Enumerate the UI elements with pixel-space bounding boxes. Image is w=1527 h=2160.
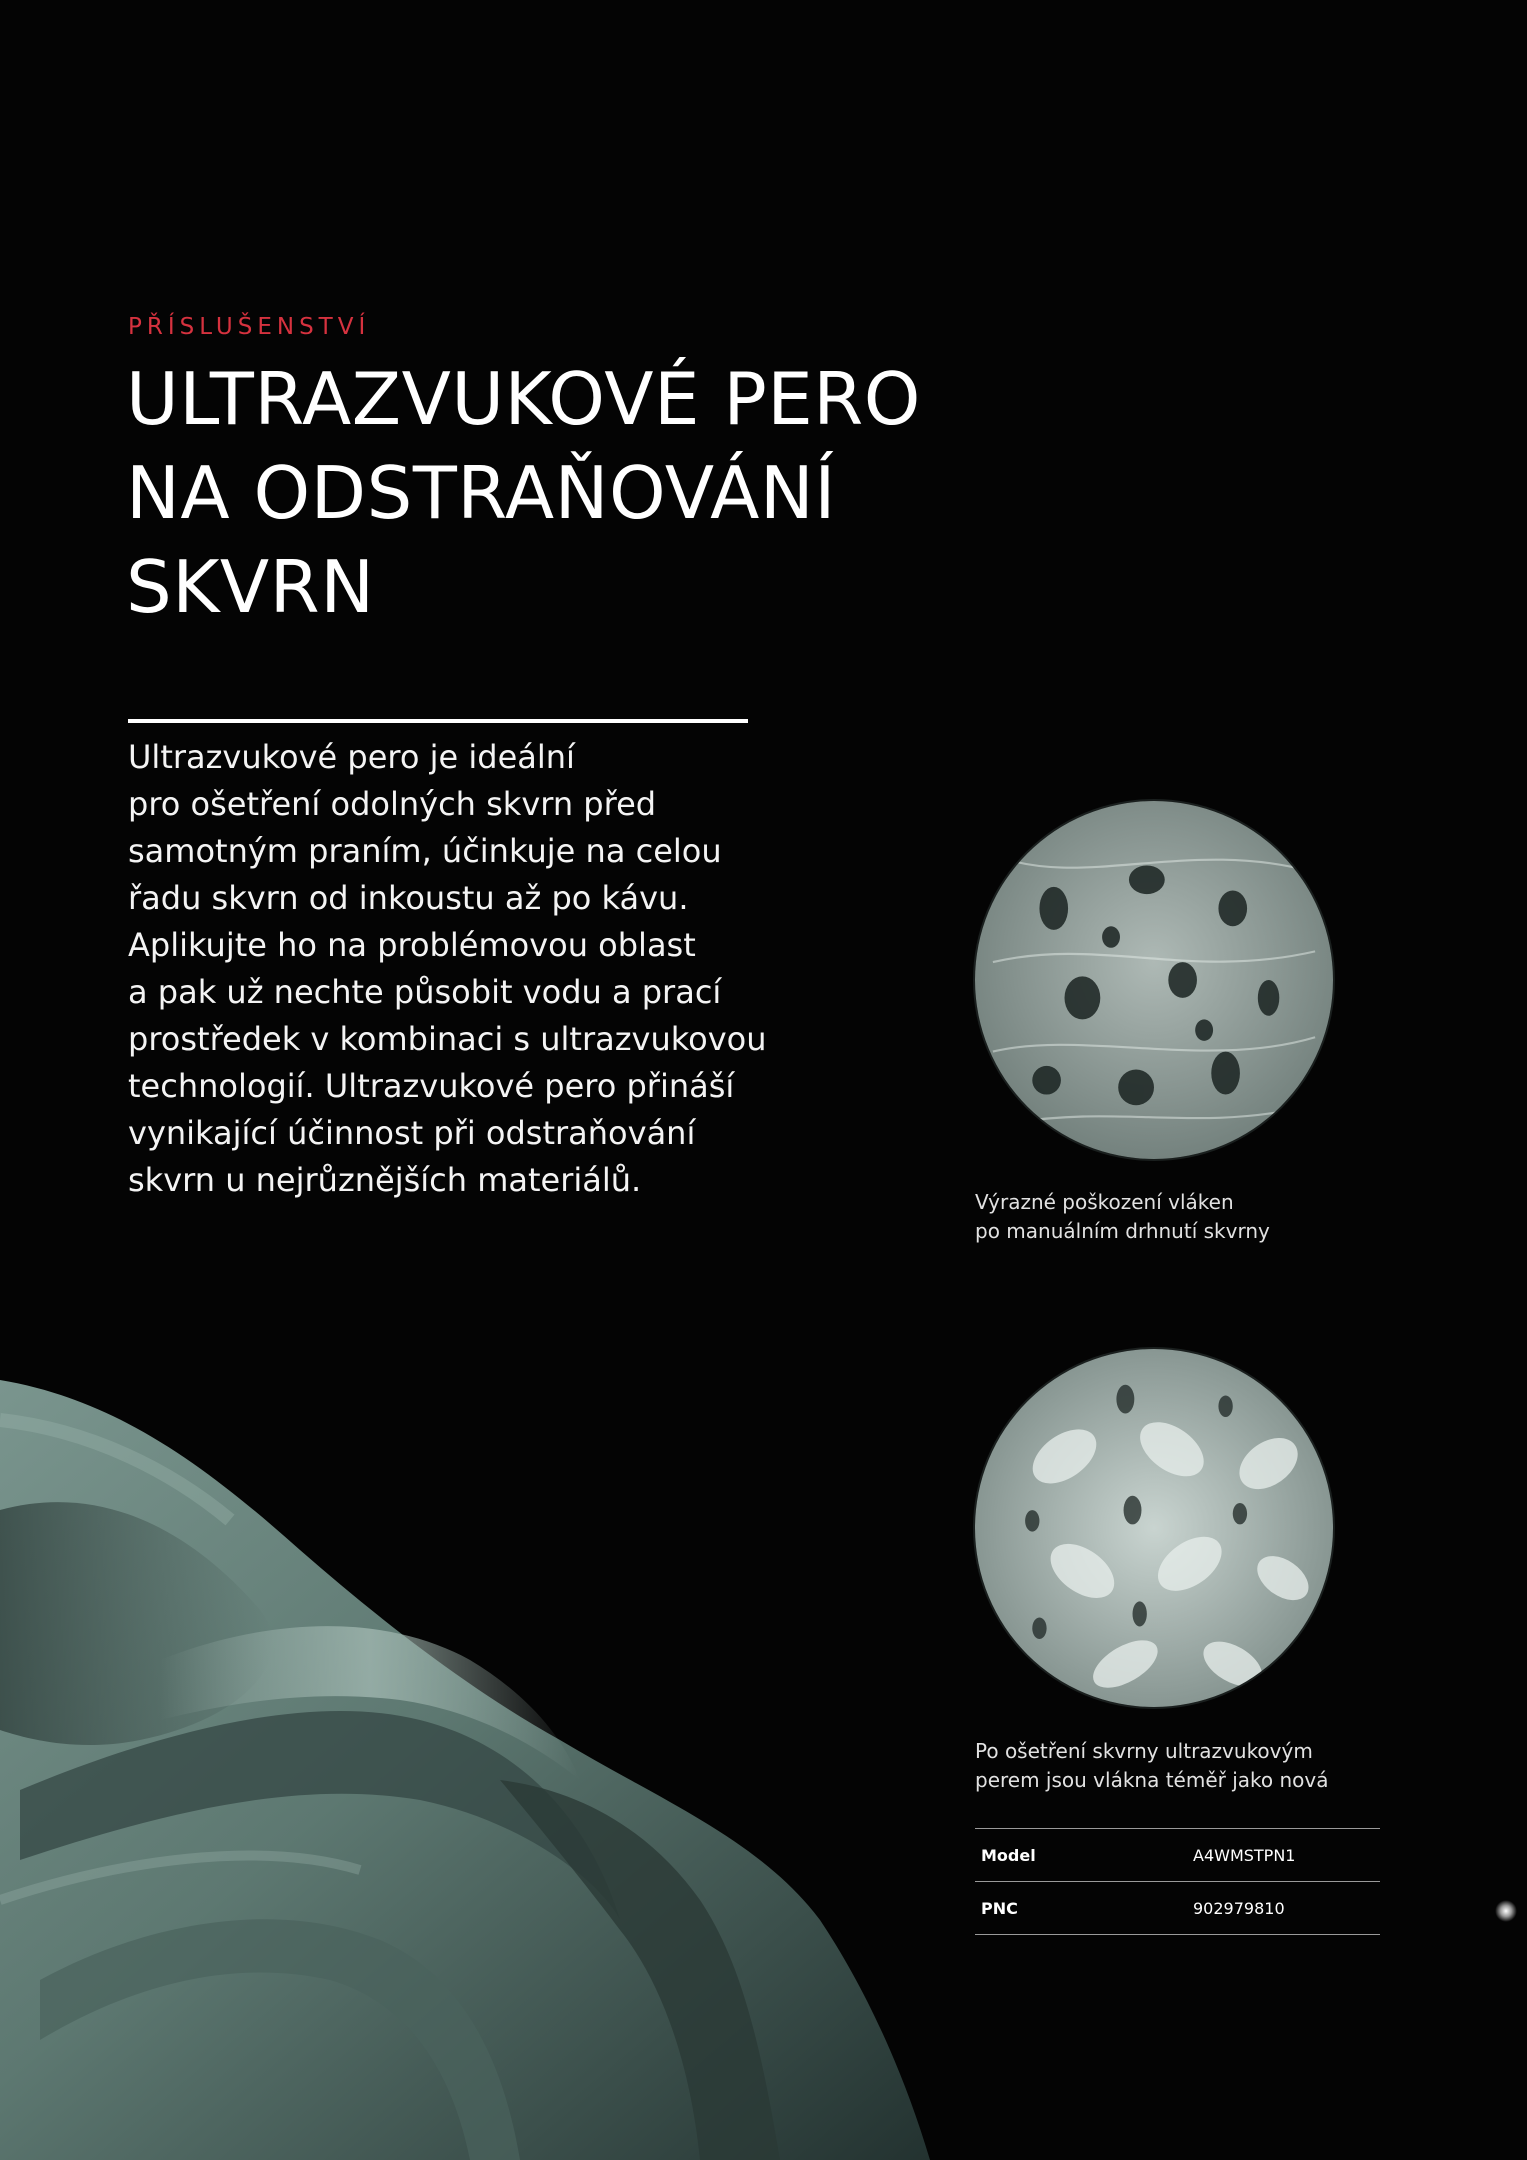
description-line: vynikající účinnost při odstraňování bbox=[128, 1114, 696, 1152]
divider bbox=[128, 719, 748, 723]
title-line: SKVRN bbox=[126, 545, 375, 629]
spec-label: PNC bbox=[975, 1882, 1187, 1935]
spec-table bbox=[975, 1828, 1380, 1935]
category-label: PŘÍSLUŠENSTVÍ bbox=[128, 314, 371, 340]
fabric-photo bbox=[0, 1360, 960, 2160]
photo-caption bbox=[975, 1737, 1395, 1795]
caption-line: Po ošetření skvrny ultrazvukovým bbox=[975, 1739, 1313, 1763]
page-title bbox=[126, 352, 1026, 634]
description-line: a pak už nechte působit vodu a prací bbox=[128, 973, 722, 1011]
description bbox=[128, 734, 808, 1204]
title-line: NA ODSTRAŇOVÁNÍ bbox=[126, 451, 836, 535]
treated-fibers-photo bbox=[975, 1349, 1333, 1707]
damaged-fibers-photo bbox=[975, 801, 1333, 1159]
description-line: prostředek v kombinaci s ultrazvukovou bbox=[128, 1020, 767, 1058]
caption-line: perem jsou vlákna téměř jako nová bbox=[975, 1768, 1329, 1792]
spec-label: Model bbox=[975, 1829, 1187, 1882]
description-line: technologií. Ultrazvukové pero přináší bbox=[128, 1067, 735, 1105]
description-line: skvrn u nejrůznějších materiálů. bbox=[128, 1161, 642, 1199]
description-line: Ultrazvukové pero je ideální bbox=[128, 738, 575, 776]
light-glint bbox=[1495, 1900, 1517, 1922]
caption-line: po manuálním drhnutí skvrny bbox=[975, 1219, 1270, 1243]
description-line: samotným praním, účinkuje na celou bbox=[128, 832, 722, 870]
table-row bbox=[975, 1882, 1380, 1935]
photo-caption bbox=[975, 1188, 1395, 1246]
description-line: Aplikujte ho na problémovou oblast bbox=[128, 926, 696, 964]
spec-value: A4WMSTPN1 bbox=[1187, 1829, 1380, 1882]
title-line: ULTRAZVUKOVÉ PERO bbox=[126, 357, 921, 441]
spec-value: 902979810 bbox=[1187, 1882, 1380, 1935]
table-row bbox=[975, 1829, 1380, 1882]
caption-line: Výrazné poškození vláken bbox=[975, 1190, 1234, 1214]
description-line: řadu skvrn od inkoustu až po kávu. bbox=[128, 879, 689, 917]
description-line: pro ošetření odolných skvrn před bbox=[128, 785, 657, 823]
